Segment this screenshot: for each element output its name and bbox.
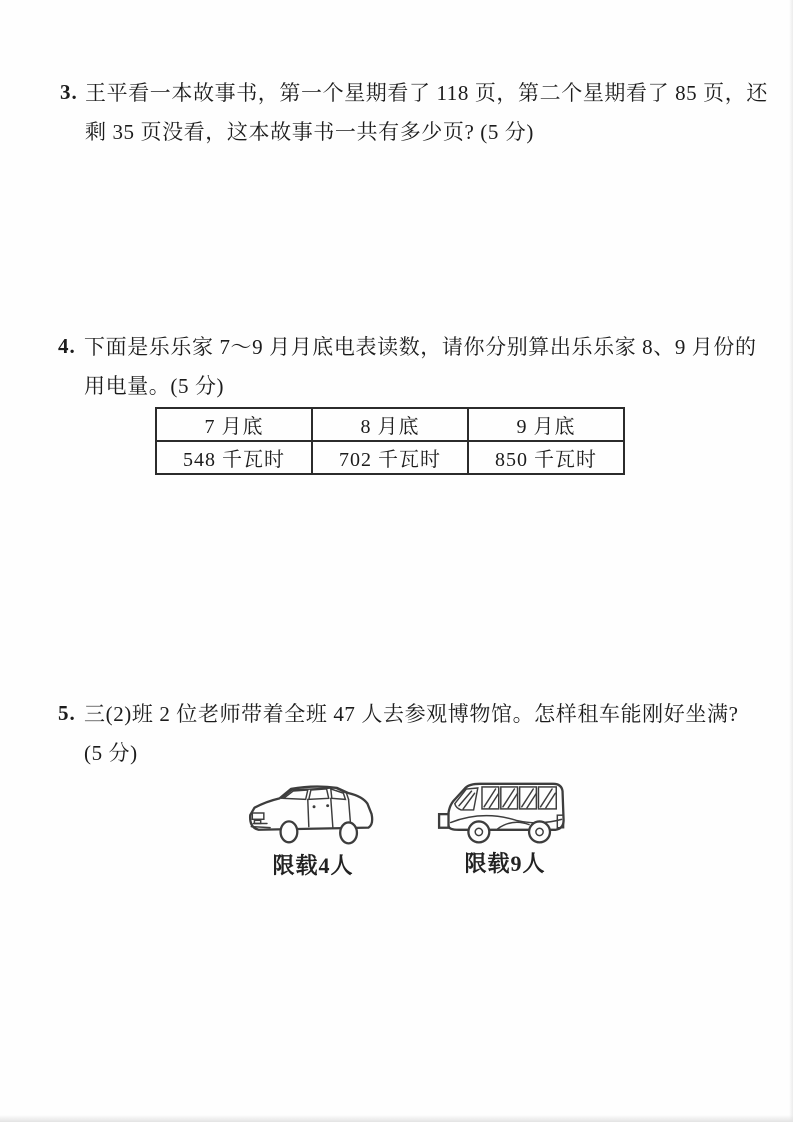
table-header-row [156,408,624,441]
car-sketch-icon [245,780,381,846]
question-4-line-1: 下面是乐乐家 7～9 月月底电表读数，请你分别算出乐乐家 8、9 月份的 [84,335,757,359]
question-4-number: 4. [58,334,76,358]
meter-readings-table [155,407,625,475]
page-bottom-edge [0,1115,793,1122]
question-4-line-2: 用电量。(5 分) [84,374,225,398]
question-4-text [84,328,757,406]
question-3-line-1: 王平看一本故事书，第一个星期看了 118 页，第二个星期看了 85 页，还 [85,81,768,105]
question-3-line-2: 剩 35 页没看，这本故事书一共有多少页? (5 分) [85,120,535,144]
question-5-line-1: 三(2)班 2 位老师带着全班 47 人去参观博物馆。怎样租车能刚好坐满? [84,702,739,726]
table-value-row [156,441,624,474]
table-header-august: 8 月底 [312,408,468,441]
question-3-number: 3. [60,80,78,104]
car-figure [233,780,393,880]
bus-sketch-icon [437,778,573,844]
car-capacity-label: 限载4人 [272,853,354,878]
bus-capacity-label: 限载9人 [464,851,546,876]
question-5-number: 5. [58,701,76,725]
table-value-september: 850 千瓦时 [468,441,624,474]
page-right-edge [789,0,793,1122]
table-header-july: 7 月底 [156,408,312,441]
table-value-july: 548 千瓦时 [156,441,312,474]
table-header-september: 9 月底 [468,408,624,441]
question-3-text [85,74,768,152]
question-5-text [84,695,739,773]
question-5-line-2: (5 分) [84,741,138,765]
table-value-august: 702 千瓦时 [312,441,468,474]
bus-figure [425,778,585,878]
